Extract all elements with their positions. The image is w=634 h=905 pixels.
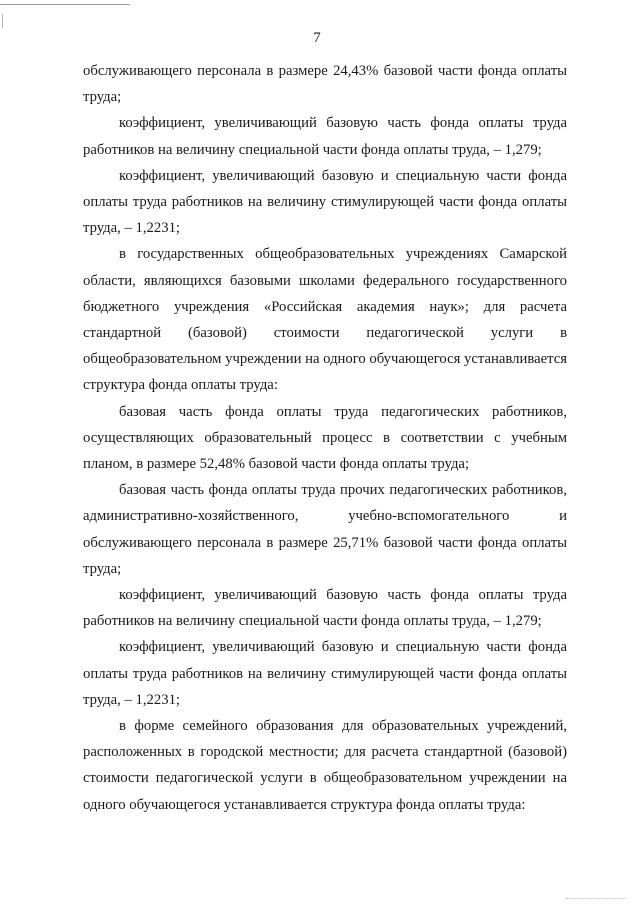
paragraph-family-education: в форме семейного образования для образовательных учреждений, расположенных в городской местности; для расчета стандартной (базовой) стоимости педагогической услуги в общеобразовательном учреждении на одного обучающегося устанавливается структура фонда оплаты труда: xyxy=(83,718,567,813)
paragraph-academy-schools: в государственных общеобразовательных учреждениях Самарской области, являющихся базовыми школами федерального государственного бюджетного учреждения «Российская академия наук»; для расчета стандартной (базовой) стоимости педагогической услуги в общеобразовательном учреждении на одного обучающегося устанавливается структура фонда оплаты труда: xyxy=(83,246,567,394)
document-body xyxy=(83,58,567,818)
paragraph-coefficient-stimulating: коэффициент, увеличивающий базовую и специальную части фонда оплаты труда работников на величину стимулирующей части фонда оплаты труда, – 1,2231; xyxy=(83,167,567,237)
page-number: 7 xyxy=(313,30,321,46)
paragraph-base-teaching-staff: базовая часть фонда оплаты труда педагогических работников, осуществляющих образовательный процесс в соответствии с учебным планом, в размере 52,48% базовой части фонда оплаты труда; xyxy=(83,403,567,473)
paragraph-coefficient-special-2: коэффициент, увеличивающий базовую часть фонда оплаты труда работников на величину специальной части фонда оплаты труда, – 1,279; xyxy=(83,587,567,630)
paragraph-base-other-staff: базовая часть фонда оплаты труда прочих педагогических работников, административно-хозяйственного, учебно-вспомогательного и обслуживающего персонала в размере 25,71% базовой части фонда оплаты труда; xyxy=(83,482,567,577)
paragraph-continuation: обслуживающего персонала в размере 24,43% базовой части фонда оплаты труда; xyxy=(83,63,567,106)
scan-edge-line xyxy=(0,4,130,5)
paragraph-coefficient-special: коэффициент, увеличивающий базовую часть фонда оплаты труда работников на величину специальной части фонда оплаты труда, – 1,279; xyxy=(83,115,567,158)
scan-noise xyxy=(566,894,626,899)
scan-edge-mark xyxy=(2,14,3,28)
paragraph-coefficient-stimulating-2: коэффициент, увеличивающий базовую и специальную части фонда оплаты труда работников на величину стимулирующей части фонда оплаты труда, – 1,2231; xyxy=(83,639,567,708)
